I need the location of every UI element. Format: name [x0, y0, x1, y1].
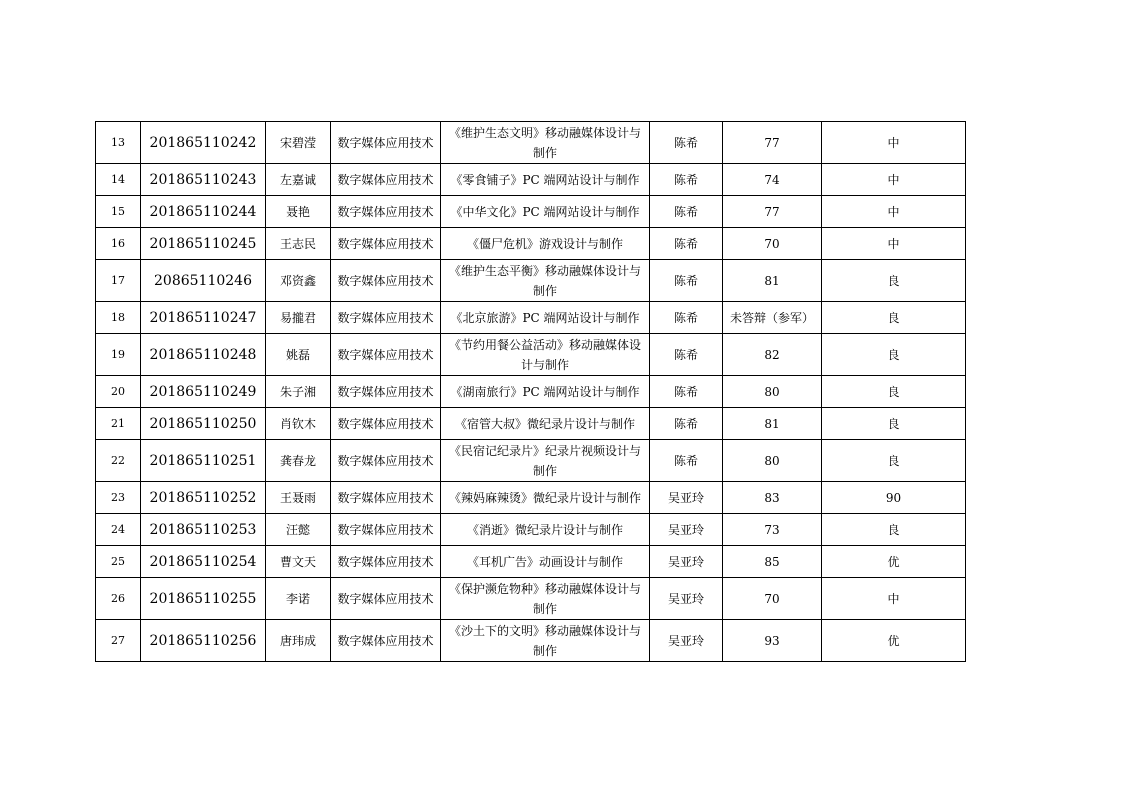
- score-cell: 80: [723, 376, 822, 408]
- project-topic-cell: 《维护生态文明》移动融媒体设计与制作: [441, 122, 650, 164]
- advisor-cell: 陈希: [650, 302, 723, 334]
- score-cell: 74: [723, 164, 822, 196]
- advisor-cell: 吴亚玲: [650, 514, 723, 546]
- project-topic-cell: 《民宿记纪录片》纪录片视频设计与制作: [441, 440, 650, 482]
- major-cell: 数字媒体应用技术: [331, 546, 441, 578]
- advisor-cell: 吴亚玲: [650, 546, 723, 578]
- student-id-cell: 201865110243: [141, 164, 266, 196]
- row-number-cell: 27: [96, 620, 141, 662]
- score-cell: 73: [723, 514, 822, 546]
- table-row: [96, 408, 966, 440]
- student-id-cell: 201865110245: [141, 228, 266, 260]
- row-number-cell: 26: [96, 578, 141, 620]
- advisor-cell: 陈希: [650, 408, 723, 440]
- score-cell: 未答辩（参军）: [723, 302, 822, 334]
- grade-level-cell: 良: [822, 302, 966, 334]
- student-id-cell: 201865110247: [141, 302, 266, 334]
- project-topic-cell: 《僵尸危机》游戏设计与制作: [441, 228, 650, 260]
- table-row: [96, 228, 966, 260]
- major-cell: 数字媒体应用技术: [331, 620, 441, 662]
- table-row: [96, 482, 966, 514]
- student-id-cell: 201865110256: [141, 620, 266, 662]
- major-cell: 数字媒体应用技术: [331, 164, 441, 196]
- advisor-cell: 陈希: [650, 440, 723, 482]
- row-number-cell: 23: [96, 482, 141, 514]
- grade-level-cell: 良: [822, 408, 966, 440]
- table-row: [96, 376, 966, 408]
- student-name-cell: 邓资鑫: [266, 260, 331, 302]
- student-id-cell: 201865110242: [141, 122, 266, 164]
- table-row: [96, 514, 966, 546]
- major-cell: 数字媒体应用技术: [331, 260, 441, 302]
- major-cell: 数字媒体应用技术: [331, 334, 441, 376]
- row-number-cell: 16: [96, 228, 141, 260]
- student-id-cell: 20865110246: [141, 260, 266, 302]
- table-row: [96, 334, 966, 376]
- project-topic-cell: 《沙土下的文明》移动融媒体设计与制作: [441, 620, 650, 662]
- project-topic-cell: 《中华文化》PC 端网站设计与制作: [441, 196, 650, 228]
- project-topic-cell: 《耳机广告》动画设计与制作: [441, 546, 650, 578]
- score-cell: 70: [723, 228, 822, 260]
- table-row: [96, 546, 966, 578]
- student-id-cell: 201865110252: [141, 482, 266, 514]
- table-row: [96, 196, 966, 228]
- major-cell: 数字媒体应用技术: [331, 302, 441, 334]
- row-number-cell: 14: [96, 164, 141, 196]
- student-name-cell: 曹文天: [266, 546, 331, 578]
- row-number-cell: 17: [96, 260, 141, 302]
- score-cell: 80: [723, 440, 822, 482]
- grade-level-cell: 良: [822, 440, 966, 482]
- major-cell: 数字媒体应用技术: [331, 376, 441, 408]
- grade-level-cell: 优: [822, 620, 966, 662]
- score-cell: 81: [723, 408, 822, 440]
- advisor-cell: 吴亚玲: [650, 578, 723, 620]
- table-row: [96, 440, 966, 482]
- row-number-cell: 13: [96, 122, 141, 164]
- student-name-cell: 肖钦木: [266, 408, 331, 440]
- student-id-cell: 201865110244: [141, 196, 266, 228]
- student-name-cell: 左嘉诚: [266, 164, 331, 196]
- major-cell: 数字媒体应用技术: [331, 578, 441, 620]
- row-number-cell: 21: [96, 408, 141, 440]
- row-number-cell: 24: [96, 514, 141, 546]
- grade-level-cell: 中: [822, 578, 966, 620]
- score-cell: 82: [723, 334, 822, 376]
- table-row: [96, 164, 966, 196]
- student-name-cell: 易攏君: [266, 302, 331, 334]
- row-number-cell: 25: [96, 546, 141, 578]
- score-cell: 70: [723, 578, 822, 620]
- advisor-cell: 陈希: [650, 196, 723, 228]
- grade-level-cell: 中: [822, 164, 966, 196]
- grade-level-cell: 优: [822, 546, 966, 578]
- grade-level-cell: 中: [822, 196, 966, 228]
- advisor-cell: 陈希: [650, 334, 723, 376]
- advisor-cell: 吴亚玲: [650, 620, 723, 662]
- project-topic-cell: 《消逝》微纪录片设计与制作: [441, 514, 650, 546]
- table-row: [96, 260, 966, 302]
- grade-level-cell: 中: [822, 122, 966, 164]
- project-topic-cell: 《湖南旅行》PC 端网站设计与制作: [441, 376, 650, 408]
- advisor-cell: 吴亚玲: [650, 482, 723, 514]
- project-topic-cell: 《宿管大叔》微纪录片设计与制作: [441, 408, 650, 440]
- student-name-cell: 王志民: [266, 228, 331, 260]
- student-id-cell: 201865110254: [141, 546, 266, 578]
- project-topic-cell: 《北京旅游》PC 端网站设计与制作: [441, 302, 650, 334]
- score-cell: 83: [723, 482, 822, 514]
- major-cell: 数字媒体应用技术: [331, 196, 441, 228]
- grade-level-cell: 中: [822, 228, 966, 260]
- score-cell: 85: [723, 546, 822, 578]
- student-name-cell: 唐玮成: [266, 620, 331, 662]
- project-topic-cell: 《节约用餐公益活动》移动融媒体设计与制作: [441, 334, 650, 376]
- student-name-cell: 宋碧滢: [266, 122, 331, 164]
- student-id-cell: 201865110255: [141, 578, 266, 620]
- advisor-cell: 陈希: [650, 260, 723, 302]
- major-cell: 数字媒体应用技术: [331, 122, 441, 164]
- score-cell: 77: [723, 196, 822, 228]
- major-cell: 数字媒体应用技术: [331, 408, 441, 440]
- student-name-cell: 姚磊: [266, 334, 331, 376]
- student-id-cell: 201865110249: [141, 376, 266, 408]
- advisor-cell: 陈希: [650, 164, 723, 196]
- project-topic-cell: 《零食铺子》PC 端网站设计与制作: [441, 164, 650, 196]
- advisor-cell: 陈希: [650, 228, 723, 260]
- grade-level-cell: 良: [822, 376, 966, 408]
- score-cell: 81: [723, 260, 822, 302]
- major-cell: 数字媒体应用技术: [331, 440, 441, 482]
- student-name-cell: 龚春龙: [266, 440, 331, 482]
- table-row: [96, 620, 966, 662]
- grade-level-cell: 良: [822, 260, 966, 302]
- advisor-cell: 陈希: [650, 122, 723, 164]
- score-cell: 93: [723, 620, 822, 662]
- row-number-cell: 20: [96, 376, 141, 408]
- student-name-cell: 汪懿: [266, 514, 331, 546]
- grades-table-body: [96, 122, 966, 662]
- score-cell: 77: [723, 122, 822, 164]
- student-id-cell: 201865110250: [141, 408, 266, 440]
- table-row: [96, 302, 966, 334]
- grades-table: [95, 121, 966, 662]
- row-number-cell: 19: [96, 334, 141, 376]
- major-cell: 数字媒体应用技术: [331, 482, 441, 514]
- grade-level-cell: 良: [822, 334, 966, 376]
- grade-level-cell: 良: [822, 514, 966, 546]
- student-id-cell: 201865110253: [141, 514, 266, 546]
- student-id-cell: 201865110251: [141, 440, 266, 482]
- row-number-cell: 15: [96, 196, 141, 228]
- student-id-cell: 201865110248: [141, 334, 266, 376]
- advisor-cell: 陈希: [650, 376, 723, 408]
- table-row: [96, 578, 966, 620]
- student-name-cell: 朱子湘: [266, 376, 331, 408]
- project-topic-cell: 《维护生态平衡》移动融媒体设计与制作: [441, 260, 650, 302]
- row-number-cell: 18: [96, 302, 141, 334]
- project-topic-cell: 《辣妈麻辣烫》微纪录片设计与制作: [441, 482, 650, 514]
- major-cell: 数字媒体应用技术: [331, 514, 441, 546]
- student-name-cell: 王聂雨: [266, 482, 331, 514]
- table-row: [96, 122, 966, 164]
- grade-level-cell: 90: [822, 482, 966, 514]
- row-number-cell: 22: [96, 440, 141, 482]
- major-cell: 数字媒体应用技术: [331, 228, 441, 260]
- student-name-cell: 聂艳: [266, 196, 331, 228]
- student-name-cell: 李诺: [266, 578, 331, 620]
- project-topic-cell: 《保护濒危物种》移动融媒体设计与制作: [441, 578, 650, 620]
